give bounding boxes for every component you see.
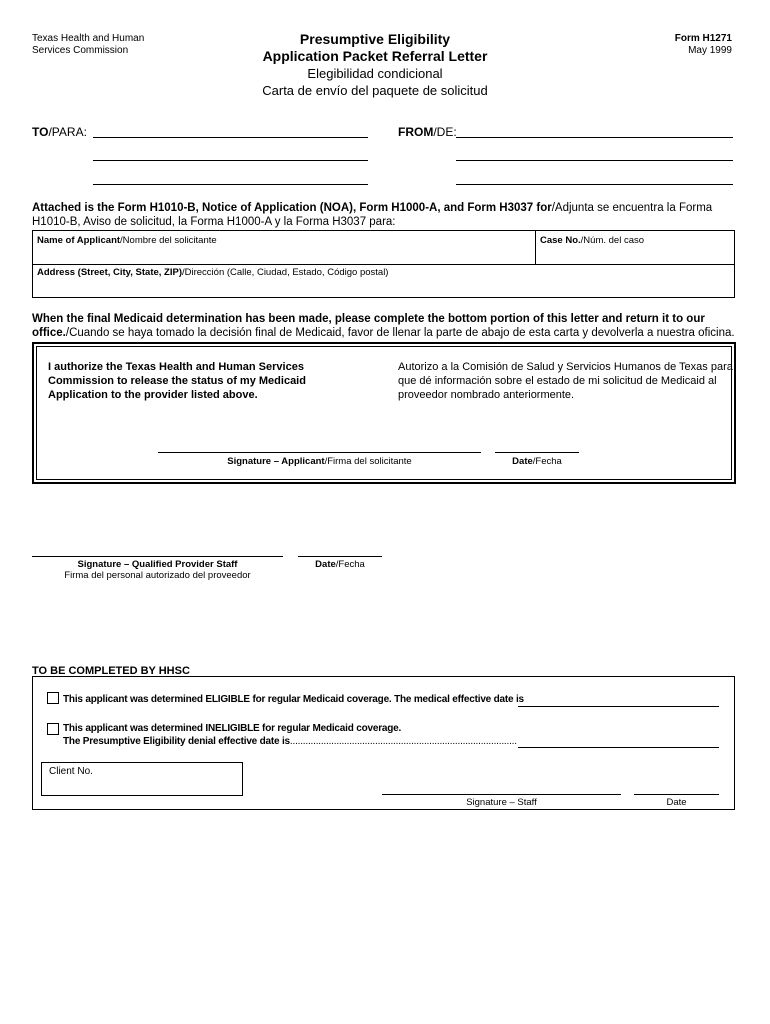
provider-date-rest: /Fecha [335, 559, 365, 570]
provider-date-bold: Date [315, 559, 336, 570]
applicant-date-line[interactable] [495, 452, 579, 453]
ineligible-date-line[interactable] [518, 747, 719, 748]
attached-statement [32, 201, 742, 229]
to-line-2[interactable] [93, 160, 368, 161]
table-vdivider [535, 231, 536, 264]
address-field[interactable] [37, 267, 388, 278]
attached-bold: Attached is the Form H1010-B, Notice of Application (NOA), Form H1000-A, and Form H3037 for [32, 202, 552, 214]
client-number-label: Client No. [49, 766, 93, 777]
name-label-rest: /Nombre del solicitante [120, 235, 217, 246]
eligible-checkbox[interactable] [47, 692, 59, 704]
to-label-bold: TO [32, 125, 49, 139]
agency-line-2: Services Commission [32, 45, 129, 56]
provider-sig-es: Firma del personal autorizado del proveedor [64, 570, 251, 581]
page-title [230, 31, 520, 99]
agency-name [32, 33, 144, 57]
from-label-bold: FROM [398, 125, 434, 139]
provider-signature-line[interactable] [32, 556, 283, 557]
address-label-rest: /Dirección (Calle, Ciudad, Estado, Código postal) [182, 267, 389, 278]
form-date: May 1999 [688, 45, 732, 56]
ineligible-text-1: This applicant was determined INELIGIBLE for regular Medicaid coverage. [63, 723, 402, 734]
title-es-2: Carta de envío del paquete de solicitud [262, 83, 488, 98]
instruction-bold: When the final Medicaid determination has been made, please complete the bottom portion of this letter and return it to our office. [32, 313, 705, 339]
applicant-date-bold: Date [512, 456, 533, 467]
applicant-date-caption [495, 456, 579, 467]
ineligible-text-2 [63, 735, 517, 748]
from-line-2[interactable] [456, 160, 733, 161]
provider-date-line[interactable] [298, 556, 382, 557]
from-line-3[interactable] [456, 184, 733, 185]
authorization-english: I authorize the Texas Health and Human Services Commission to release the status of my Medicaid Application to the provider listed above. [48, 361, 306, 401]
attached-rest: /Adjunta se encuentra la Forma H1010-B, Aviso de solicitud, la Forma H1000-A y la Forma H3037 para: [32, 202, 713, 228]
staff-signature-line[interactable] [382, 794, 621, 795]
to-line-1[interactable] [93, 137, 368, 138]
table-divider [33, 264, 734, 265]
client-number-field[interactable] [41, 762, 243, 796]
hhsc-box [32, 676, 735, 810]
ineligible-checkbox[interactable] [47, 723, 59, 735]
applicant-date-rest: /Fecha [532, 456, 562, 467]
from-label [398, 125, 457, 139]
name-label-bold: Name of Applicant [37, 235, 121, 246]
case-label-rest: /Núm. del caso [580, 235, 645, 246]
provider-sig-bold: Signature – Qualified Provider Staff [77, 559, 238, 570]
authorization-box [32, 342, 736, 484]
to-label-rest: /PARA: [48, 125, 87, 139]
from-label-rest: /DE: [433, 125, 457, 139]
instruction-rest: /Cuando se haya tomado la decisión final de Medicaid, favor de llenar la parte de abajo de esta carta y devolverla a nuestra oficina. [65, 327, 735, 339]
hhsc-section-title: TO BE COMPLETED BY HHSC [32, 665, 190, 677]
applicant-table [32, 230, 735, 298]
agency-line-1: Texas Health and Human [32, 33, 145, 44]
staff-date-line[interactable] [634, 794, 719, 795]
ineligible-date-label: The Presumptive Eligibility denial effective date is [63, 736, 290, 747]
staff-signature-caption: Signature – Staff [466, 797, 537, 808]
form-id [675, 33, 732, 57]
eligible-text: This applicant was determined ELIGIBLE for regular Medicaid coverage. The medical effective date is [63, 694, 524, 705]
provider-date-caption [298, 559, 382, 570]
address-label-bold: Address (Street, City, State, ZIP) [37, 267, 182, 278]
title-en-1: Presumptive Eligibility [299, 31, 451, 47]
staff-date-caption: Date [666, 797, 687, 808]
title-en-2: Application Packet Referral Letter [262, 48, 488, 64]
provider-signature-caption [32, 559, 283, 581]
authorization-spanish: Autorizo a la Comisión de Salud y Servicios Humanos de Texas para que dé información sobre el estado de mi solicitud de Medicaid al proveedor nombrado anteriormente. [398, 361, 733, 401]
to-label [32, 125, 87, 139]
eligible-date-line[interactable] [518, 706, 719, 707]
applicant-signature-line[interactable] [158, 452, 481, 453]
applicant-signature-caption [158, 456, 481, 467]
applicant-sig-rest: /Firma del solicitante [324, 456, 412, 467]
case-number-field[interactable] [540, 235, 644, 246]
title-es-1: Elegibilidad condicional [307, 66, 443, 81]
return-instruction [32, 312, 744, 340]
to-line-3[interactable] [93, 184, 368, 185]
case-label-bold: Case No. [540, 235, 581, 246]
form-number: Form H1271 [674, 33, 732, 44]
applicant-sig-bold: Signature – Applicant [227, 456, 325, 467]
ineligible-dots: ........................................................................................ [289, 736, 517, 747]
applicant-name-field[interactable] [37, 235, 217, 246]
from-line-1[interactable] [456, 137, 733, 138]
